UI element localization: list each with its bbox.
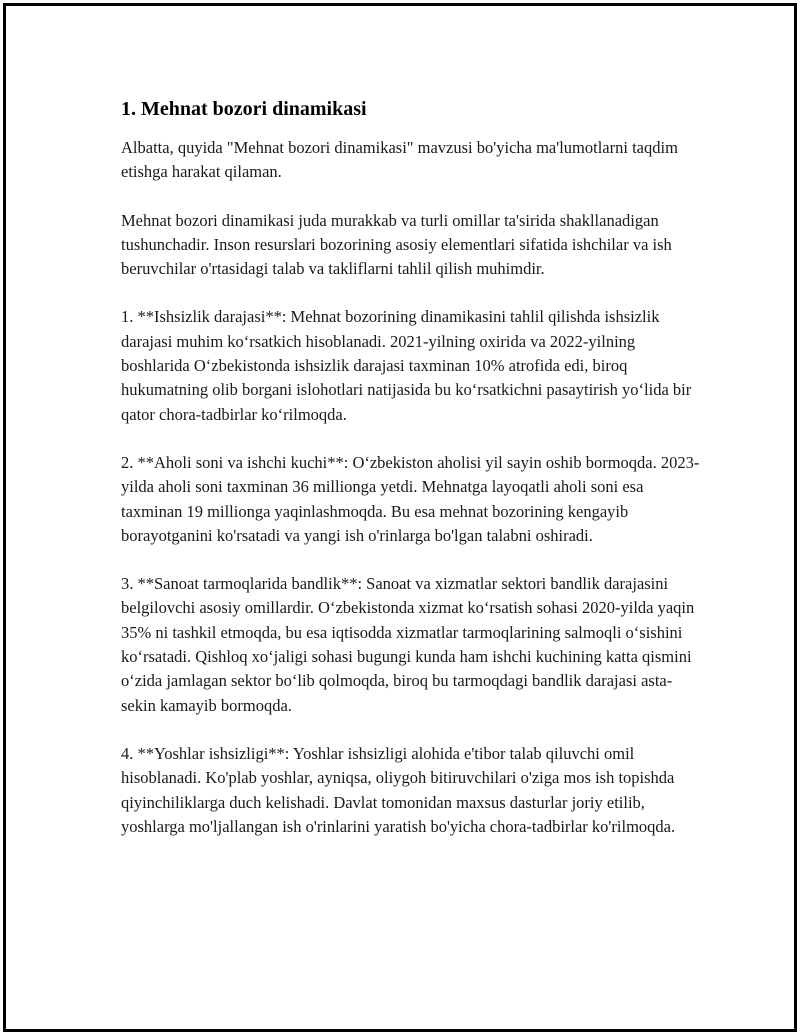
paragraph-youth: 4. **Yoshlar ishsizligi**: Yoshlar ishsizligi alohida e'tibor talab qiluvchi omil hisoblanadi. Ko'plab yoshlar, ayniqsa, oliygoh bitiruvchilari o'ziga mos ish topishda qiyinchiliklarga duch kelishadi. Davlat tomonidan maxsus dasturlar joriy etilib, yoshlarga mo'ljallangan ish o'rinlarini yaratish bo'yicha chora-tadbirlar ko'rilmoqda. — [121, 743, 676, 836]
paragraph-intro: Albatta, quyida "Mehnat bozori dinamikasi" mavzusi bo'yicha ma'lumotlarni taqdim etishga harakat qilaman. — [121, 138, 678, 182]
paragraph-population: 2. **Aholi soni va ishchi kuchi**: O‘zbekiston aholisi yil sayin oshib bormoqda. 2023-yilda aholi soni taxminan 36 millionga yetdi. Mehnatga layoqatli aholi soni esa taxminan 19 millionga yaqinlashmoqda. Bu esa mehnat bozorining kengayib borayotganini ko'rsatadi va yangi ish o'rinlarga bo'lgan talabni oshiradi. — [121, 452, 700, 545]
paragraph-unemployment: 1. **Ishsizlik darajasi**: Mehnat bozorining dinamikasini tahlil qilishda ishsizlik darajasi muhim ko‘rsatkich hisoblanadi. 2021-yilning oxirida va 2022-yilning boshlarida O‘zbekistonda ishsizlik darajasi taxminan 10% atrofida edi, biroq hukumatning olib borgani islohotlari natijasida bu ko‘rsatkichni pasaytirish yo‘lida bir qator chora-tadbirlar ko‘rilmoqda. — [121, 307, 692, 424]
page-frame — [3, 3, 797, 1032]
document-title: 1. Mehnat bozori dinamikasi — [121, 98, 367, 120]
paragraph-industry: 3. **Sanoat tarmoqlarida bandlik**: Sanoat va xizmatlar sektori bandlik darajasini belgilovchi asosiy omillardir. O‘zbekistonda xizmat ko‘rsatish sohasi 2020-yilda yaqin 35% ni tashkil etmoqda, bu esa iqtisodda xizmatlar tarmoqlarining salmoqli o‘sishini ko‘rsatadi. Qishloq xo‘jaligi sohasi bugungi kunda ham ishchi kuchining katta qismini o‘zida jamlagan sektor bo‘lib qolmoqda, biroq bu tarmoqdagi bandlik darajasi asta-sekin kamayib bormoqda. — [121, 574, 695, 715]
paragraph-overview: Mehnat bozori dinamikasi juda murakkab va turli omillar ta'sirida shakllanadigan tushunchadir. Inson resurslari bozorining asosiy elementlari sifatida ishchilar va ish beruvchilar o'rtasidagi talab va takliflarni tahlil qilish muhimdir. — [121, 210, 672, 279]
document-body — [121, 96, 701, 863]
